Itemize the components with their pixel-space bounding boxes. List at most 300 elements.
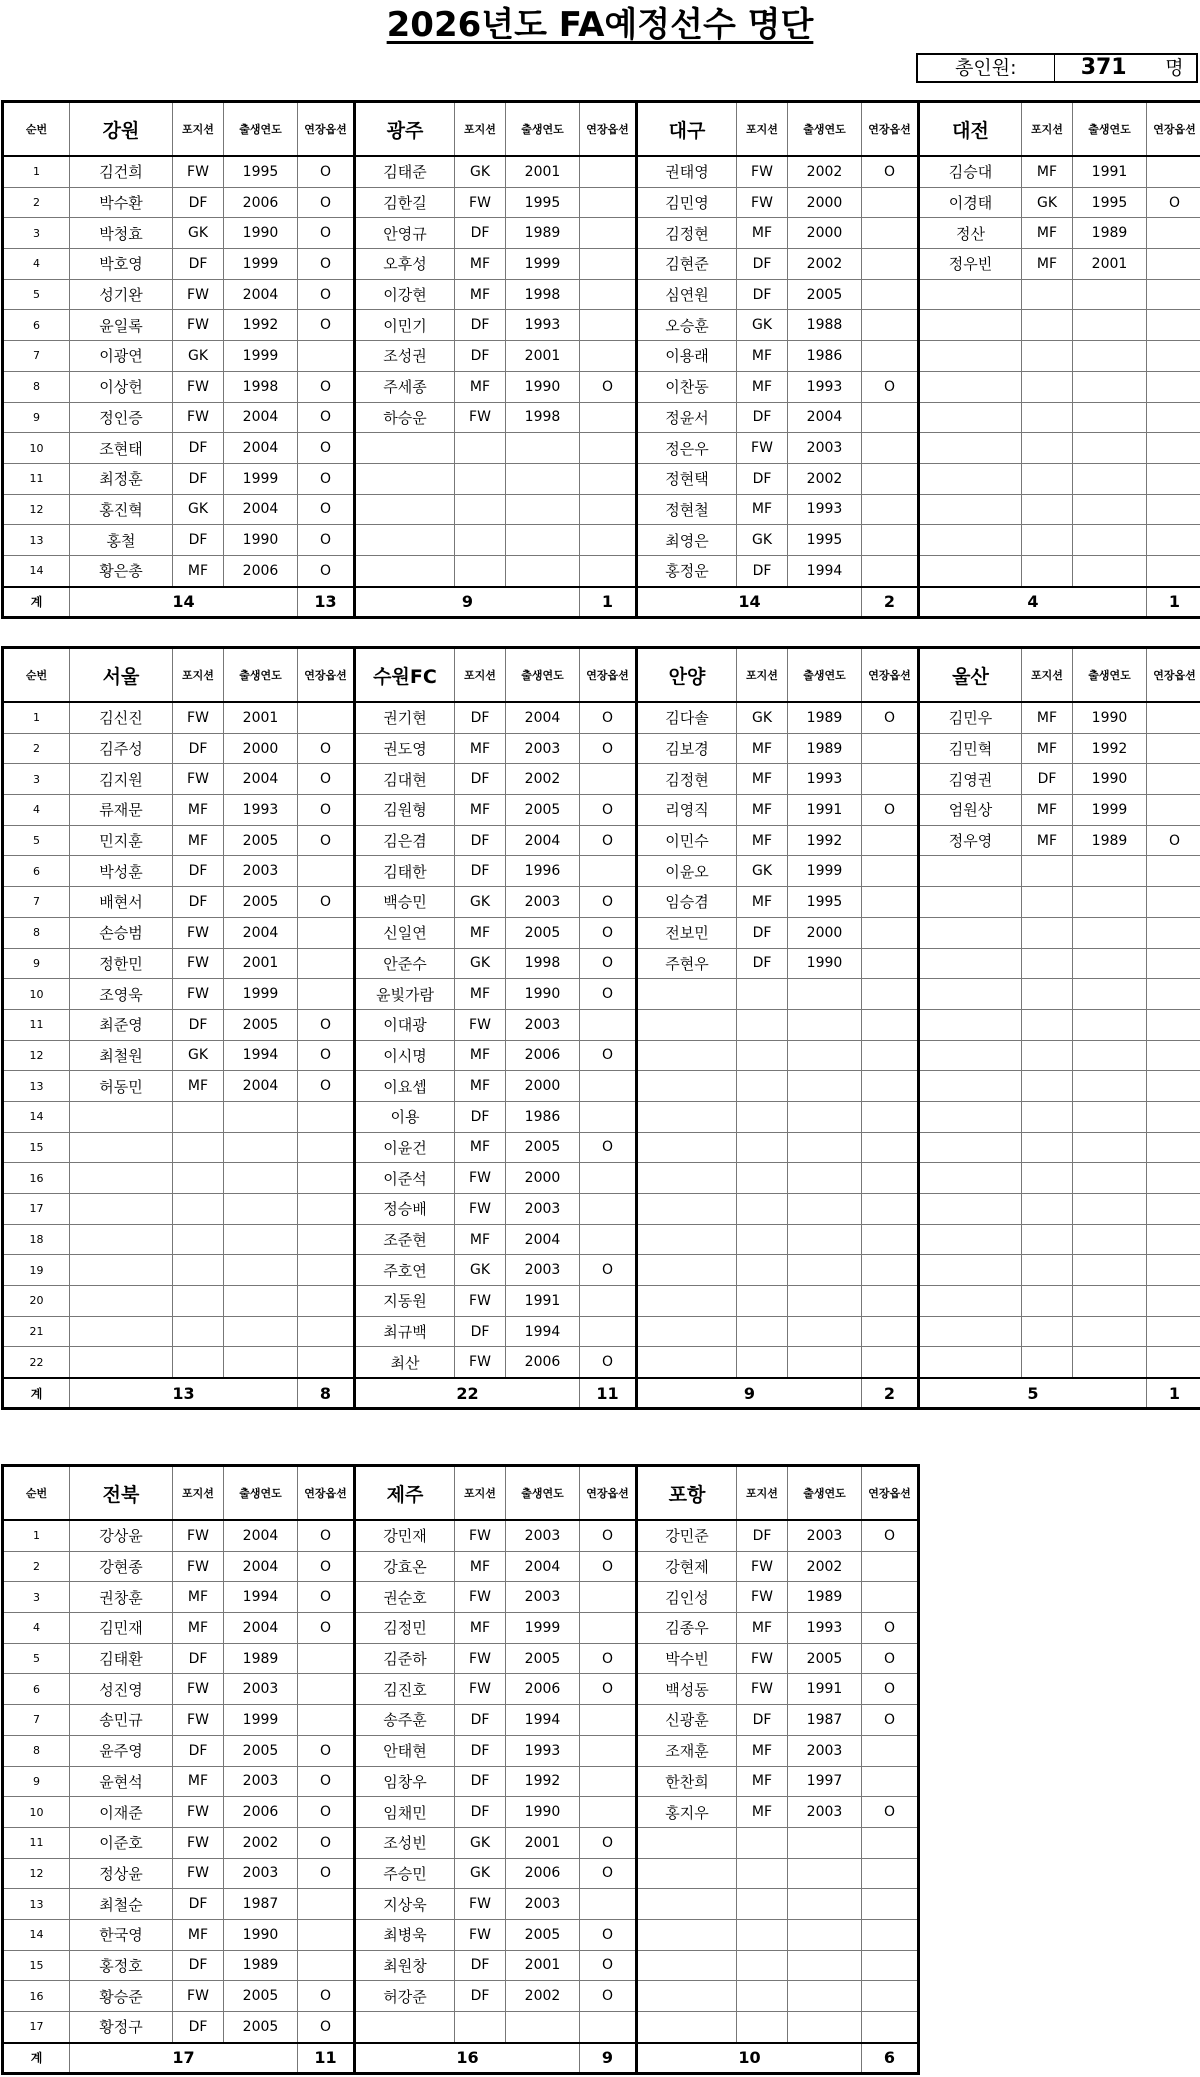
player-extension-option — [1147, 1286, 1200, 1317]
total-value: 371 — [1080, 55, 1127, 80]
player-name — [637, 1889, 737, 1920]
header-position: 포지션 — [737, 102, 788, 157]
team-option-count: 9 — [580, 2043, 637, 2074]
player-position — [1022, 1194, 1073, 1225]
player-birth-year — [1073, 1255, 1147, 1286]
player-position: FW — [737, 1643, 788, 1674]
player-name: 윤일록 — [70, 310, 173, 341]
player-extension-option — [1147, 494, 1200, 525]
player-extension-option — [862, 1255, 919, 1286]
row-number: 8 — [3, 1735, 70, 1766]
player-extension-option — [862, 555, 919, 586]
player-name: 엄원상 — [919, 795, 1022, 826]
player-name: 안영규 — [355, 218, 455, 249]
player-birth-year: 2003 — [506, 1520, 580, 1551]
row-number: 4 — [3, 249, 70, 280]
player-extension-option: O — [580, 733, 637, 764]
header-birth-year: 출생연도 — [788, 1466, 862, 1521]
row-number: 11 — [3, 463, 70, 494]
player-name: 윤주영 — [70, 1735, 173, 1766]
header-extension-option: 연장옵션 — [580, 648, 637, 703]
player-birth-year: 1994 — [224, 1040, 298, 1071]
player-extension-option — [862, 433, 919, 464]
player-name — [919, 402, 1022, 433]
player-name — [70, 1132, 173, 1163]
player-birth-year: 2004 — [224, 1520, 298, 1551]
player-position: MF — [1022, 702, 1073, 733]
player-extension-option — [580, 187, 637, 218]
player-birth-year — [1073, 917, 1147, 948]
player-name — [70, 1163, 173, 1194]
player-extension-option — [862, 1981, 919, 2012]
player-position: MF — [737, 341, 788, 372]
player-extension-option: O — [580, 795, 637, 826]
sum-label: 계 — [3, 1378, 70, 1409]
player-extension-option — [1147, 1163, 1200, 1194]
player-birth-year: 2003 — [506, 733, 580, 764]
team-name: 대전 — [919, 102, 1022, 157]
player-position: DF — [455, 218, 506, 249]
player-name — [919, 979, 1022, 1010]
player-position: DF — [737, 402, 788, 433]
row-number: 6 — [3, 856, 70, 887]
player-name: 김승대 — [919, 156, 1022, 187]
row-number: 5 — [3, 279, 70, 310]
row-number: 10 — [3, 433, 70, 464]
player-position: GK — [455, 887, 506, 918]
player-position: DF — [455, 702, 506, 733]
player-extension-option: O — [298, 402, 355, 433]
player-name — [355, 433, 455, 464]
row-number: 18 — [3, 1224, 70, 1255]
player-name — [637, 1224, 737, 1255]
player-name: 임창우 — [355, 1766, 455, 1797]
player-birth-year: 2006 — [224, 555, 298, 586]
player-birth-year — [788, 1101, 862, 1132]
row-number: 14 — [3, 1101, 70, 1132]
player-name — [355, 555, 455, 586]
player-name: 주세종 — [355, 371, 455, 402]
player-position — [737, 1981, 788, 2012]
player-position: MF — [737, 1797, 788, 1828]
player-name — [919, 856, 1022, 887]
player-position: DF — [1022, 764, 1073, 795]
player-extension-option — [298, 1163, 355, 1194]
player-position: MF — [737, 1735, 788, 1766]
player-position: GK — [455, 1858, 506, 1889]
player-name: 정승배 — [355, 1194, 455, 1225]
player-position: FW — [173, 402, 224, 433]
player-name: 하승운 — [355, 402, 455, 433]
player-birth-year: 2000 — [788, 917, 862, 948]
player-extension-option: O — [580, 1827, 637, 1858]
player-name: 송민규 — [70, 1705, 173, 1736]
table-row — [3, 1797, 919, 1828]
player-name: 정은우 — [637, 433, 737, 464]
player-birth-year: 1999 — [788, 856, 862, 887]
player-position: DF — [173, 1735, 224, 1766]
player-extension-option: O — [298, 1071, 355, 1102]
player-birth-year — [506, 2012, 580, 2043]
player-position: GK — [737, 702, 788, 733]
player-position: MF — [455, 249, 506, 280]
player-position: MF — [173, 1613, 224, 1644]
player-position: GK — [455, 1827, 506, 1858]
player-birth-year — [1073, 1040, 1147, 1071]
player-position — [1022, 1255, 1073, 1286]
player-birth-year: 1992 — [788, 825, 862, 856]
row-number: 5 — [3, 825, 70, 856]
table-row — [3, 979, 1200, 1010]
header-position: 포지션 — [173, 102, 224, 157]
player-birth-year: 2002 — [224, 1827, 298, 1858]
row-number: 13 — [3, 1071, 70, 1102]
header-extension-option: 연장옵션 — [580, 102, 637, 157]
player-birth-year: 1995 — [788, 887, 862, 918]
player-position — [737, 979, 788, 1010]
player-name: 김보경 — [637, 733, 737, 764]
player-extension-option — [862, 948, 919, 979]
player-extension-option — [862, 1889, 919, 1920]
table-header-row — [3, 102, 1200, 157]
row-number: 9 — [3, 948, 70, 979]
total-row — [3, 2043, 919, 2074]
player-position: FW — [455, 1194, 506, 1225]
header-birth-year: 출생연도 — [788, 648, 862, 703]
player-extension-option: O — [298, 494, 355, 525]
player-extension-option — [862, 1071, 919, 1102]
player-birth-year — [1073, 433, 1147, 464]
player-position: DF — [173, 1643, 224, 1674]
player-position — [737, 1286, 788, 1317]
player-name: 조영욱 — [70, 979, 173, 1010]
player-birth-year: 2003 — [788, 1735, 862, 1766]
player-birth-year: 1999 — [224, 979, 298, 1010]
player-birth-year: 2001 — [506, 341, 580, 372]
player-position — [455, 494, 506, 525]
player-extension-option — [298, 856, 355, 887]
player-name — [637, 1286, 737, 1317]
table-row — [3, 2012, 919, 2043]
player-position: DF — [455, 1950, 506, 1981]
team-name: 강원 — [70, 102, 173, 157]
player-name — [637, 1347, 737, 1378]
player-extension-option — [862, 1009, 919, 1040]
player-name: 박호영 — [70, 249, 173, 280]
player-extension-option — [580, 764, 637, 795]
player-position: DF — [455, 1101, 506, 1132]
player-position: GK — [737, 310, 788, 341]
player-extension-option — [580, 341, 637, 372]
player-position: DF — [173, 525, 224, 556]
row-number: 5 — [3, 1643, 70, 1674]
player-birth-year: 1993 — [224, 795, 298, 826]
header-position: 포지션 — [737, 648, 788, 703]
player-birth-year: 2003 — [224, 856, 298, 887]
player-extension-option — [580, 1797, 637, 1828]
player-birth-year: 1999 — [224, 341, 298, 372]
player-extension-option — [298, 1950, 355, 1981]
player-name: 이상헌 — [70, 371, 173, 402]
player-name — [355, 525, 455, 556]
player-position: MF — [1022, 795, 1073, 826]
player-position — [737, 1316, 788, 1347]
header-birth-year: 출생연도 — [1073, 102, 1147, 157]
player-birth-year: 2004 — [224, 1551, 298, 1582]
player-name: 최철원 — [70, 1040, 173, 1071]
player-position: MF — [173, 1919, 224, 1950]
player-birth-year: 2006 — [506, 1347, 580, 1378]
player-birth-year: 2006 — [506, 1040, 580, 1071]
row-number: 6 — [3, 1674, 70, 1705]
player-birth-year — [1073, 887, 1147, 918]
table-row — [3, 1071, 1200, 1102]
player-position — [737, 1858, 788, 1889]
player-name: 홍정호 — [70, 1950, 173, 1981]
player-name: 황승준 — [70, 1981, 173, 2012]
header-extension-option: 연장옵션 — [862, 1466, 919, 1521]
player-position: MF — [1022, 733, 1073, 764]
player-birth-year: 2004 — [224, 917, 298, 948]
player-position — [737, 1255, 788, 1286]
player-extension-option — [1147, 341, 1200, 372]
player-birth-year — [788, 1827, 862, 1858]
player-extension-option — [298, 1889, 355, 1920]
player-birth-year: 2005 — [506, 795, 580, 826]
player-name — [70, 1255, 173, 1286]
team-name: 대구 — [637, 102, 737, 157]
player-birth-year: 2004 — [224, 279, 298, 310]
player-extension-option — [862, 218, 919, 249]
player-birth-year — [1073, 1224, 1147, 1255]
player-position — [1022, 1071, 1073, 1102]
row-number: 10 — [3, 1797, 70, 1828]
player-name: 최영은 — [637, 525, 737, 556]
player-extension-option — [580, 1766, 637, 1797]
player-extension-option — [1147, 279, 1200, 310]
roster-table — [1, 100, 1200, 619]
player-position: DF — [737, 463, 788, 494]
header-birth-year: 출생연도 — [506, 1466, 580, 1521]
player-birth-year — [1073, 371, 1147, 402]
row-number: 17 — [3, 1194, 70, 1225]
player-name: 권기현 — [355, 702, 455, 733]
player-name — [355, 463, 455, 494]
player-position: MF — [173, 1582, 224, 1613]
player-extension-option: O — [580, 1347, 637, 1378]
player-position: FW — [455, 1643, 506, 1674]
player-name: 정상윤 — [70, 1858, 173, 1889]
player-position: DF — [173, 733, 224, 764]
player-name — [919, 1132, 1022, 1163]
player-birth-year: 1989 — [788, 1582, 862, 1613]
table-row — [3, 1858, 919, 1889]
team-name: 안양 — [637, 648, 737, 703]
row-number: 8 — [3, 917, 70, 948]
team-name: 수원FC — [355, 648, 455, 703]
player-birth-year — [788, 1316, 862, 1347]
player-extension-option: O — [298, 733, 355, 764]
player-birth-year: 2004 — [224, 402, 298, 433]
player-extension-option — [580, 1163, 637, 1194]
player-position: GK — [173, 341, 224, 372]
player-position — [1022, 279, 1073, 310]
player-position: FW — [455, 1919, 506, 1950]
player-birth-year: 1991 — [1073, 156, 1147, 187]
table-row — [3, 1101, 1200, 1132]
player-name — [919, 1286, 1022, 1317]
player-birth-year: 1997 — [788, 1766, 862, 1797]
player-birth-year — [224, 1132, 298, 1163]
table-row — [3, 555, 1200, 586]
player-position — [173, 1255, 224, 1286]
player-birth-year: 2005 — [506, 1643, 580, 1674]
player-name: 안준수 — [355, 948, 455, 979]
player-position: DF — [455, 310, 506, 341]
player-name: 김민영 — [637, 187, 737, 218]
player-position: DF — [173, 856, 224, 887]
team-name: 제주 — [355, 1466, 455, 1521]
player-name: 김민우 — [919, 702, 1022, 733]
table-row — [3, 856, 1200, 887]
player-extension-option: O — [580, 917, 637, 948]
player-birth-year: 2002 — [506, 1981, 580, 2012]
player-extension-option: O — [298, 2012, 355, 2043]
player-position: FW — [173, 1858, 224, 1889]
player-position — [1022, 1347, 1073, 1378]
player-birth-year: 1994 — [506, 1705, 580, 1736]
player-birth-year — [506, 555, 580, 586]
player-extension-option — [580, 494, 637, 525]
table-row — [3, 1132, 1200, 1163]
player-birth-year: 1994 — [506, 1316, 580, 1347]
total-count-box — [916, 53, 1198, 83]
player-extension-option — [1147, 1347, 1200, 1378]
player-name — [919, 1194, 1022, 1225]
player-position: DF — [173, 1889, 224, 1920]
player-extension-option — [580, 279, 637, 310]
table-row — [3, 494, 1200, 525]
player-position — [737, 1347, 788, 1378]
player-position — [1022, 402, 1073, 433]
player-extension-option — [862, 764, 919, 795]
player-birth-year — [224, 1163, 298, 1194]
player-position — [1022, 463, 1073, 494]
player-extension-option — [580, 1582, 637, 1613]
player-position: GK — [1022, 187, 1073, 218]
player-name: 이경태 — [919, 187, 1022, 218]
player-position: MF — [455, 279, 506, 310]
player-extension-option — [580, 1613, 637, 1644]
table-row — [3, 917, 1200, 948]
player-name: 김지원 — [70, 764, 173, 795]
player-name: 최준영 — [70, 1009, 173, 1040]
player-name: 한국영 — [70, 1919, 173, 1950]
player-name: 강민재 — [355, 1520, 455, 1551]
player-position — [1022, 1040, 1073, 1071]
player-position: MF — [737, 764, 788, 795]
table-row — [3, 1520, 919, 1551]
player-position — [173, 1224, 224, 1255]
table-row — [3, 341, 1200, 372]
player-extension-option — [862, 1347, 919, 1378]
player-extension-option — [1147, 1009, 1200, 1040]
player-birth-year — [1073, 1163, 1147, 1194]
player-position: FW — [173, 1797, 224, 1828]
player-extension-option — [1147, 463, 1200, 494]
table-row — [3, 1255, 1200, 1286]
player-birth-year: 2004 — [506, 702, 580, 733]
player-position: MF — [1022, 825, 1073, 856]
player-extension-option — [298, 948, 355, 979]
player-position: FW — [173, 371, 224, 402]
player-extension-option — [1147, 1071, 1200, 1102]
table-row — [3, 1889, 919, 1920]
player-birth-year — [224, 1194, 298, 1225]
player-birth-year: 1990 — [506, 979, 580, 1010]
player-extension-option: O — [298, 764, 355, 795]
player-extension-option — [580, 555, 637, 586]
player-extension-option — [1147, 249, 1200, 280]
player-position — [173, 1286, 224, 1317]
row-number: 9 — [3, 1766, 70, 1797]
player-birth-year: 2003 — [506, 1255, 580, 1286]
player-name: 오승훈 — [637, 310, 737, 341]
player-name: 김다솔 — [637, 702, 737, 733]
team-player-count: 5 — [919, 1378, 1147, 1409]
player-name — [70, 1286, 173, 1317]
header-birth-year: 출생연도 — [224, 1466, 298, 1521]
player-position — [173, 1316, 224, 1347]
player-name: 김한길 — [355, 187, 455, 218]
row-number: 12 — [3, 494, 70, 525]
player-extension-option — [1147, 371, 1200, 402]
player-name — [70, 1347, 173, 1378]
player-birth-year: 2002 — [788, 156, 862, 187]
player-extension-option — [862, 1132, 919, 1163]
player-position — [1022, 887, 1073, 918]
player-birth-year: 1986 — [788, 341, 862, 372]
player-extension-option: O — [862, 795, 919, 826]
player-extension-option: O — [298, 279, 355, 310]
player-birth-year: 1999 — [506, 249, 580, 280]
player-birth-year: 2001 — [506, 1827, 580, 1858]
player-birth-year — [224, 1224, 298, 1255]
player-extension-option — [298, 1643, 355, 1674]
player-name: 이윤건 — [355, 1132, 455, 1163]
table-row — [3, 402, 1200, 433]
player-birth-year — [1073, 402, 1147, 433]
table-row — [3, 1009, 1200, 1040]
table-row — [3, 463, 1200, 494]
player-position: DF — [455, 1797, 506, 1828]
total-row — [3, 587, 1200, 618]
header-birth-year: 출생연도 — [1073, 648, 1147, 703]
player-birth-year: 1991 — [506, 1286, 580, 1317]
player-name — [919, 1255, 1022, 1286]
row-number: 19 — [3, 1255, 70, 1286]
player-extension-option — [1147, 917, 1200, 948]
player-position: GK — [173, 494, 224, 525]
player-birth-year: 1995 — [1073, 187, 1147, 218]
player-birth-year — [224, 1286, 298, 1317]
player-birth-year: 1991 — [788, 795, 862, 826]
player-position — [737, 1009, 788, 1040]
player-birth-year — [788, 1163, 862, 1194]
player-position: MF — [737, 1766, 788, 1797]
row-number: 7 — [3, 887, 70, 918]
player-birth-year: 1993 — [506, 1735, 580, 1766]
